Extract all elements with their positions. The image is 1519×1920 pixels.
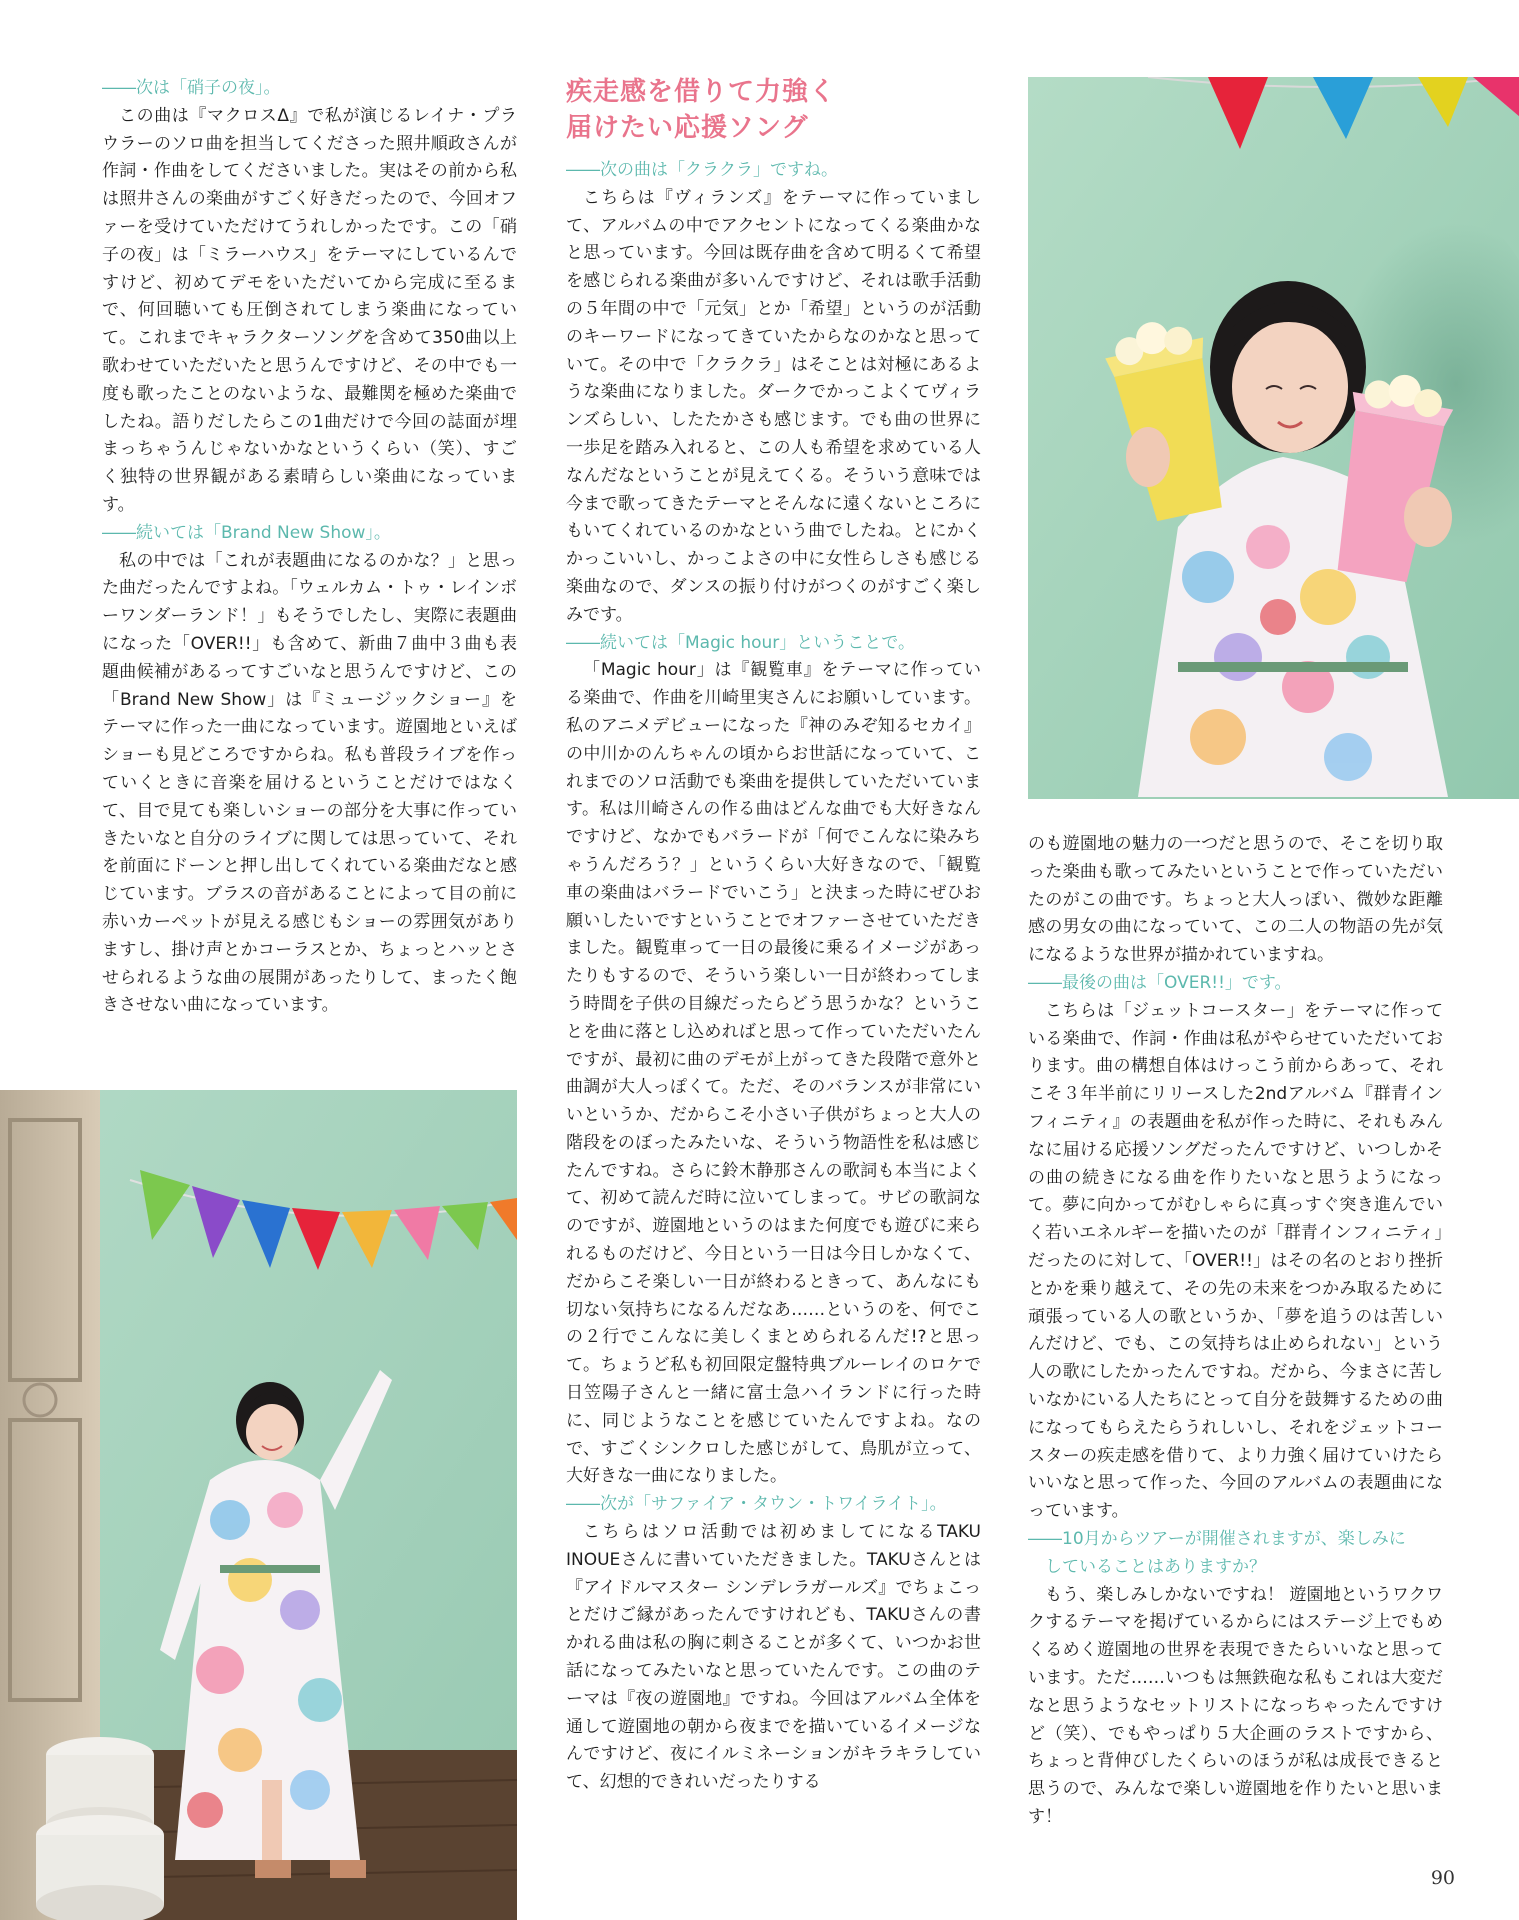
article-column-2 <box>566 157 981 1797</box>
interview-answer-continued: のも遊園地の魅力の一つだと思うので、そこを切り取った楽曲も歌ってみたいということで作っていただいたのがこの曲です。ちょっと大人っぽい、微妙な距離感の男女の曲になっていて、この二人の物語の先が気になるような世界が描かれていますね。 <box>1028 834 1443 966</box>
interview-answer: この曲は『マクロスΔ』で私が演じるレイナ・プラウラーのソロ曲を担当してくださった照井順政さんが作詞・作曲をしてくださいました。実はその前から私は照井さんの楽曲がすごく好きだったので、今回オファーを受けていただけてうれしかったです。この「硝子の夜」は「ミラーハウス」をテーマにしているんですけど、初めてデモをいただいてから完成に至るまで、何回聴いても圧倒されてしまう楽曲になっていて。これまでキャラクターソングを含めて350曲以上歌わせていただいたと思うんですけど、その中でも一度も歌ったことのないような、最難関を極めた楽曲でしたね。語りだしたらこの1曲だけで今回の誌面が埋まっちゃうんじゃないかなというくらい（笑）、すごく独特の世界観がある素晴らしい楽曲になっています。 <box>102 105 517 515</box>
full-length-photo <box>0 1090 517 1920</box>
portrait-photo-popcorn-art <box>1028 77 1519 799</box>
full-length-photo-art <box>0 1090 517 1920</box>
interview-question-cont: していることはありますか？ <box>1045 1556 1266 1577</box>
headline-line-1: 疾走感を借りて力強く <box>566 77 837 107</box>
interview-answer: もう、楽しみしかないですね！ 遊園地というワクワクするテーマを掲げているからにはステージ上でもめくるめく遊園地の世界を表現できたらいいなと思っています。ただ……いつもは無鉄砲な私もこれは大変だなと思うようなセットリストになっちゃったんですけど（笑）、でもやっぱり５大企画のラストですから、ちょっと背伸びしたくらいのほうが私は成長できると思うので、みんなで楽しい遊園地を作りたいと思います！ <box>1028 1584 1443 1827</box>
interview-question: ――続いては「Magic hour」ということで。 <box>566 632 915 653</box>
interview-answer: 私の中では「これが表題曲になるのかな？」と思った曲だったんですよね。「ウェルカム・トゥ・レインボーワンダーランド！」もそうでしたし、実際に表題曲になった「OVER!!」も含めて、新曲７曲中３曲も表題曲候補があるってすごいなと思うんですけど、この「Brand New Show」は『ミュージックショー』をテーマに作った一曲になっています。遊園地といえばショーも見どころですからね。私も普段ライブを作っていくときに音楽を届けるということだけではなくて、目で見ても楽しいショーの部分を大事に作っていきたいなと自分のライブに関しては思っていて、それを前面にドーンと押し出してくれている楽曲だなと感じています。ブラスの音があることによって目の前に赤いカーペットが見える感じもショーの雰囲気がありますし、掛け声とかコーラスとか、ちょっとハッとさせられるような曲の展開があったりして、まったく飽きさせない曲になっています。 <box>102 550 517 1016</box>
headline-line-2: 届けたい応援ソング <box>566 113 809 143</box>
section-headline <box>566 74 986 146</box>
portrait-photo-popcorn <box>1028 77 1519 799</box>
interview-answer: こちらは『ヴィランズ』をテーマに作っていまして、アルバムの中でアクセントになってくる楽曲かなと思っています。今回は既存曲を含めて明るくて希望を感じられる楽曲が多いんですけど、それは歌手活動の５年間の中で「元気」とか「希望」というのが活動のキーワードになってきていたからなのかなと思っていて。その中で「クラクラ」はそことは対極にあるような楽曲になりました。ダークでかっこよくてヴィランズらしい、したたかさも感じます。でも曲の世界に一歩足を踏み入れると、この人も希望を求めている人なんだなということが見えてくる。そういう意味では今まで歌ってきたテーマとそんなに遠くないところにもいてくれているのかなという曲でしたね。とにかくかっこいいし、かっこよさの中に女性らしさも感じる楽曲なので、ダンスの振り付けがつくのがすごく楽しみです。 <box>566 187 981 625</box>
interview-question: ――次の曲は「クラクラ」ですね。 <box>566 160 838 180</box>
page-number: 90 <box>1430 1867 1455 1889</box>
interview-answer: 「Magic hour」は『観覧車』をテーマに作っている楽曲で、作曲を川崎里実さんにお願いしています。私のアニメデビューになった『神のみぞ知るセカイ』の中川かのんちゃんの頃からお世話になっていて、これまでのソロ活動でも楽曲を提供していただいています。私は川崎さんの作る曲はどんな曲でも大好きなんですけど、なかでもバラードが「何でこんなに染みちゃうんだろう？」というくらい大好きなので、「観覧車の楽曲はバラードでいこう」と決まった時にぜひお願いしたいですということでオファーさせていただきました。観覧車って一日の最後に乗るイメージがあったりもするので、そういう楽しい一日が終わってしまう時間を子供の目線だったらどう思うかな？ということを曲に落とし込めればと思って作っていただいたんですが、最初に曲のデモが上がってきた段階で意外と曲調が大人っぽくて。ただ、そのバランスが非常にいいというか、だからこそ小さい子供がちょっと大人の階段をのぼったみたいな、そういう物語性を私は感じたんですね。さらに鈴木静那さんの歌詞も本当によくて、初めて読んだ時に泣いてしまって。サビの歌詞なのですが、遊園地というのはまた何度でも遊びに来られるものだけど、今日という一日は今日しかなくて、だからこそ楽しい一日が終わるときって、あんなにも切ない気持ちになるんだなあ……というのを、何でこの２行でこんなに美しくまとめられるんだ!?と思って。ちょうど私も初回限定盤特典ブルーレイのロケで日笠陽子さんと一緒に富士急ハイランドに行った時に、同じようなことを感じていたんですよね。なので、すごくシンクロした感じがして、鳥肌が立って、大好きな一曲になりました。 <box>566 660 981 1487</box>
interview-answer: こちらは「ジェットコースター」をテーマに作っている楽曲で、作詞・作曲は私がやらせていただいております。曲の構想自体はけっこう前からあって、それこそ３年半前にリリースした2ndアルバム『群青インフィニティ』の表題曲を私が作った時に、それもみんなに届ける応援ソングだったんですけど、いつしかその曲の続きになる曲を作りたいなと思うようになって。夢に向かってがむしゃらに真っすぐ突き進んでいく若いエネルギーを描いたのが「群青インフィニティ」だったのに対して、「OVER!!」はその名のとおり挫折とかを乗り越えて、その先の未来をつかみ取るために頑張っている人の歌というか、「夢を追うのは苦しいんだけど、でも、この気持ちは止められない」という人の歌にしたかったんですね。だから、今まさに苦しいなかにいる人たちにとって自分を鼓舞するための曲になってもらえたらうれしいし、それをジェットコースターの疾走感を借りて、より力強く届けていけたらいいなと思って作った、今回のアルバムの表題曲になっています。 <box>1028 1000 1443 1522</box>
article-column-1 <box>102 75 517 1020</box>
interview-question: ――最後の曲は「OVER!!」です。 <box>1028 972 1292 993</box>
interview-question: ――10月からツアーが開催されますが、楽しみに <box>1028 1528 1406 1549</box>
interview-question: ――次が「サファイア・タウン・トワイライト」。 <box>566 1494 947 1515</box>
interview-question: ――次は「硝子の夜」。 <box>102 78 281 98</box>
interview-question: ――続いては「Brand New Show」。 <box>102 522 391 543</box>
interview-answer: こちらはソロ活動では初めましてになるTAKU INOUEさんに書いていただきました。TAKUさんとは『アイドルマスター シンデレラガールズ』でちょこっとだけご縁があったんですけれども、TAKUさんの書かれる曲は私の胸に刺さることが多くて、いつかお世話になってみたいなと思っていたんです。この曲のテーマは『夜の遊園地』ですね。今回はアルバム全体を通して遊園地の朝から夜までを描いているイメージなんですけど、夜にイルミネーションがキラキラしていて、幻想的できれいだったりする <box>566 1522 981 1793</box>
article-column-3 <box>1028 831 1443 1832</box>
